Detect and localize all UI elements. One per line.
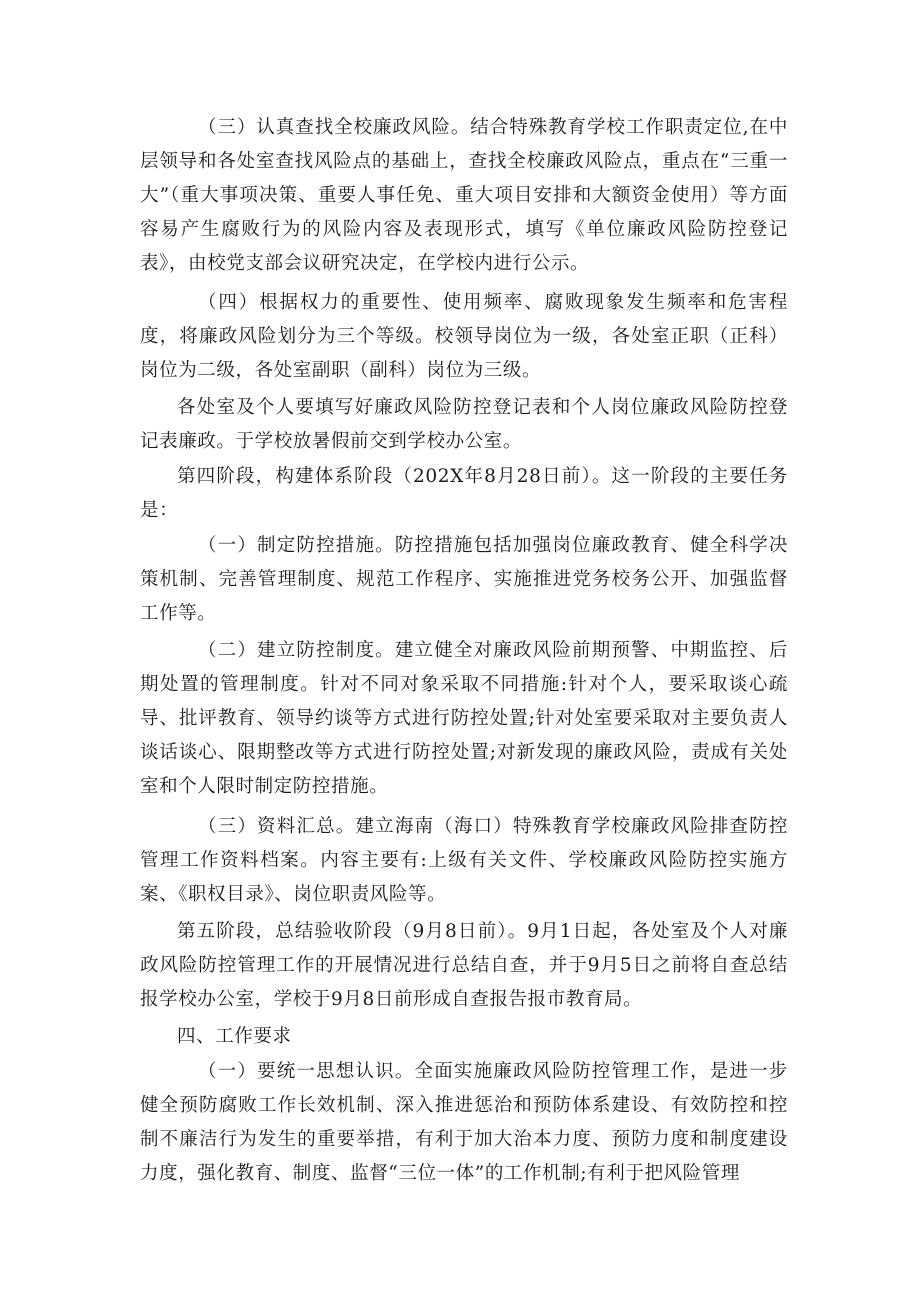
paragraph-control-measures: （一）制定防控措施。防控措施包括加强岗位廉政教育、健全科学决策机制、完善管理制度、规范工作程序、实施推进党务校务公开、加强监督工作等。: [140, 535, 788, 624]
paragraph-control-system: （二）建立防控制度。建立健全对廉政风险前期预警、中期监控、后期处置的管理制度。针对不同对象采取不同措施:针对个人，要采取谈心疏导、批评教育、领导约谈等方式进行防控处置;针对处室要采取对主要负责人谈话谈心、限期整改等方式进行防控处置;对新发现的廉政风险，责成有关处室和个人限时制定防控措施。: [140, 640, 788, 797]
paragraph-phase-four: 第四阶段，构建体系阶段（202X年8月28日前）。这一阶段的主要任务是：: [140, 466, 788, 521]
paragraph-registration-forms: 各处室及个人要填写好廉政风险防控登记表和个人岗位廉政风险防控登记表廉政。于学校放暑假前交到学校办公室。: [140, 397, 788, 452]
paragraph-data-summary: （三）资料汇总。建立海南（海口）特殊教育学校廉政风险排查防控管理工作资料档案。内容主要有:上级有关文件、学校廉政风险防控实施方案、《职权目录》、岗位职责风险等。: [140, 816, 788, 905]
paragraph-risk-levels: （四）根据权力的重要性、使用频率、腐败现象发生频率和危害程度，将廉政风险划分为三个等级。校领导岗位为一级，各处室正职（正科）岗位为二级，各处室副职（副科）岗位为三级。: [140, 292, 788, 381]
paragraph-school-risk-review: （三）认真查找全校廉政风险。结合特殊教育学校工作职责定位,在中层领导和各处室查找风险点的基础上，查找全校廉政风险点，重点在“三重一大”（重大事项决策、重要人事任免、重大项目安排和大额资金使用）等方面容易产生腐败行为的风险内容及表现形式，填写《单位廉政风险防控登记表》，由校党支部会议研究决定，在学校内进行公示。: [140, 117, 788, 274]
paragraph-phase-five: 第五阶段，总结验收阶段（9月8日前）。9月1日起，各处室及个人对廉政风险防控管理工作的开展情况进行总结自查，并于9月5日之前将自查总结报学校办公室，学校于9月8日前形成自查报告报市教育局。: [140, 921, 788, 1010]
section-heading-work-requirements: 四、工作要求: [177, 1026, 292, 1047]
paragraph-unify-thinking: （一）要统一思想认识。全面实施廉政风险防控管理工作，是进一步健全预防腐败工作长效机制、深入推进惩治和预防体系建设、有效防控和控制不廉洁行为发生的重要举措，有利于加大治本力度、预防力度和制度建设力度，强化教育、制度、监督“三位一体”的工作机制;有利于把风险管理: [140, 1061, 788, 1184]
